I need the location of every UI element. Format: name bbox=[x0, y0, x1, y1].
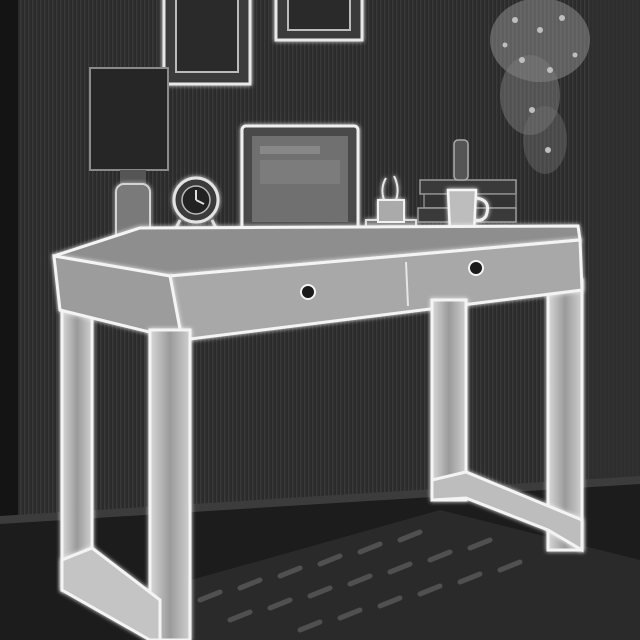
picture-frame-right bbox=[276, 0, 362, 40]
right-wall-panel bbox=[590, 0, 640, 520]
picture-frame-left bbox=[164, 0, 250, 84]
drawer-knob-left bbox=[301, 285, 315, 299]
drawer-knob-right bbox=[469, 261, 483, 275]
desk-leg-back-left bbox=[62, 300, 92, 590]
